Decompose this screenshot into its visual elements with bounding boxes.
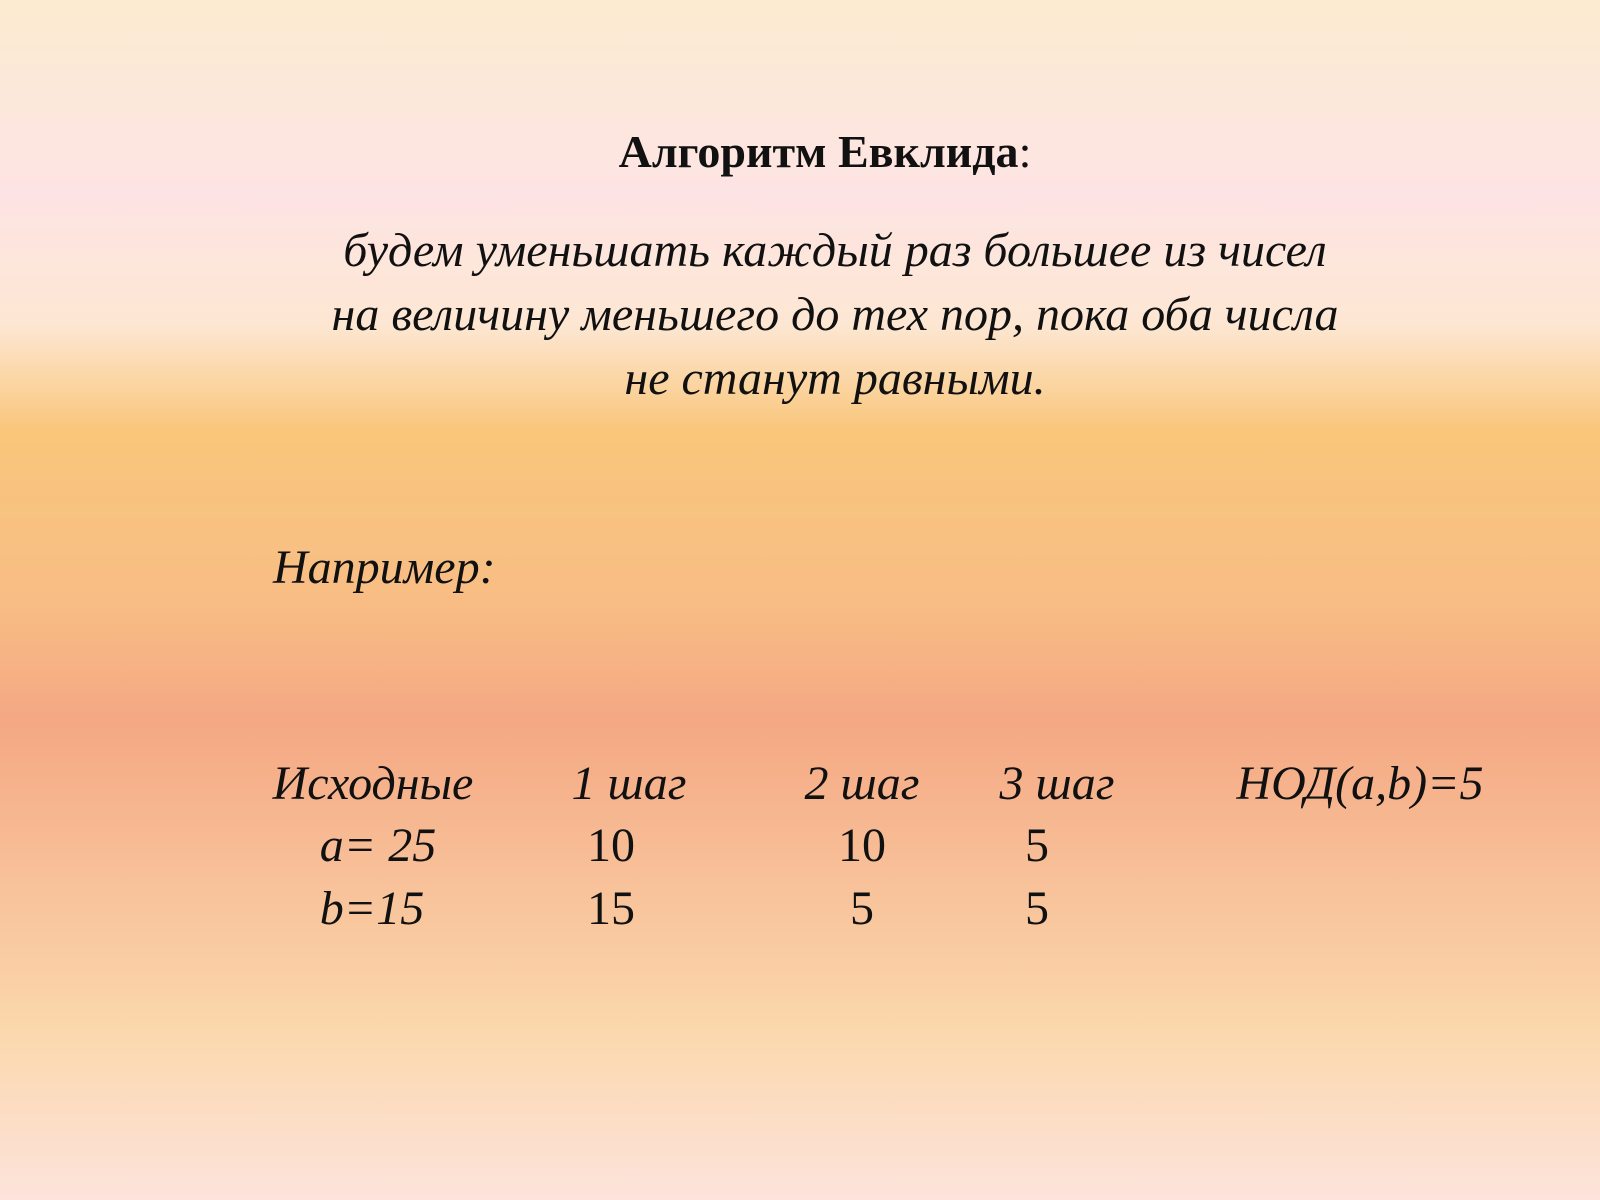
slide-title-colon: : bbox=[1018, 126, 1032, 177]
definition-line-2: на величину меньшего до тех пор, пока оба числа bbox=[331, 288, 1339, 341]
header-initial: Исходные bbox=[272, 757, 474, 810]
row-a-step-2: 10 bbox=[838, 819, 886, 872]
header-step-1: 1 шаг bbox=[571, 757, 687, 810]
row-b-step-1: 15 bbox=[587, 882, 635, 935]
row-b-step-2: 5 bbox=[850, 882, 874, 935]
slide-title-text: Алгоритм Евклида bbox=[618, 126, 1019, 177]
row-a-initial: a= 25 bbox=[319, 819, 437, 872]
row-b-initial: b=15 bbox=[319, 882, 425, 935]
header-gcd-result: НОД(a,b)=5 bbox=[1236, 757, 1484, 810]
row-a-step-3: 5 bbox=[1025, 819, 1049, 872]
definition-text bbox=[220, 219, 1450, 411]
row-b-step-3: 5 bbox=[1025, 882, 1049, 935]
example-label: Например: bbox=[273, 541, 496, 594]
definition-line-3: не станут равными. bbox=[624, 352, 1046, 405]
slide-title bbox=[0, 124, 1600, 180]
definition-line-1: будем уменьшать каждый раз большее из чисел bbox=[343, 224, 1327, 277]
header-step-2: 2 шаг bbox=[804, 757, 920, 810]
row-a-step-1: 10 bbox=[587, 819, 635, 872]
header-step-3: 3 шаг bbox=[999, 757, 1115, 810]
